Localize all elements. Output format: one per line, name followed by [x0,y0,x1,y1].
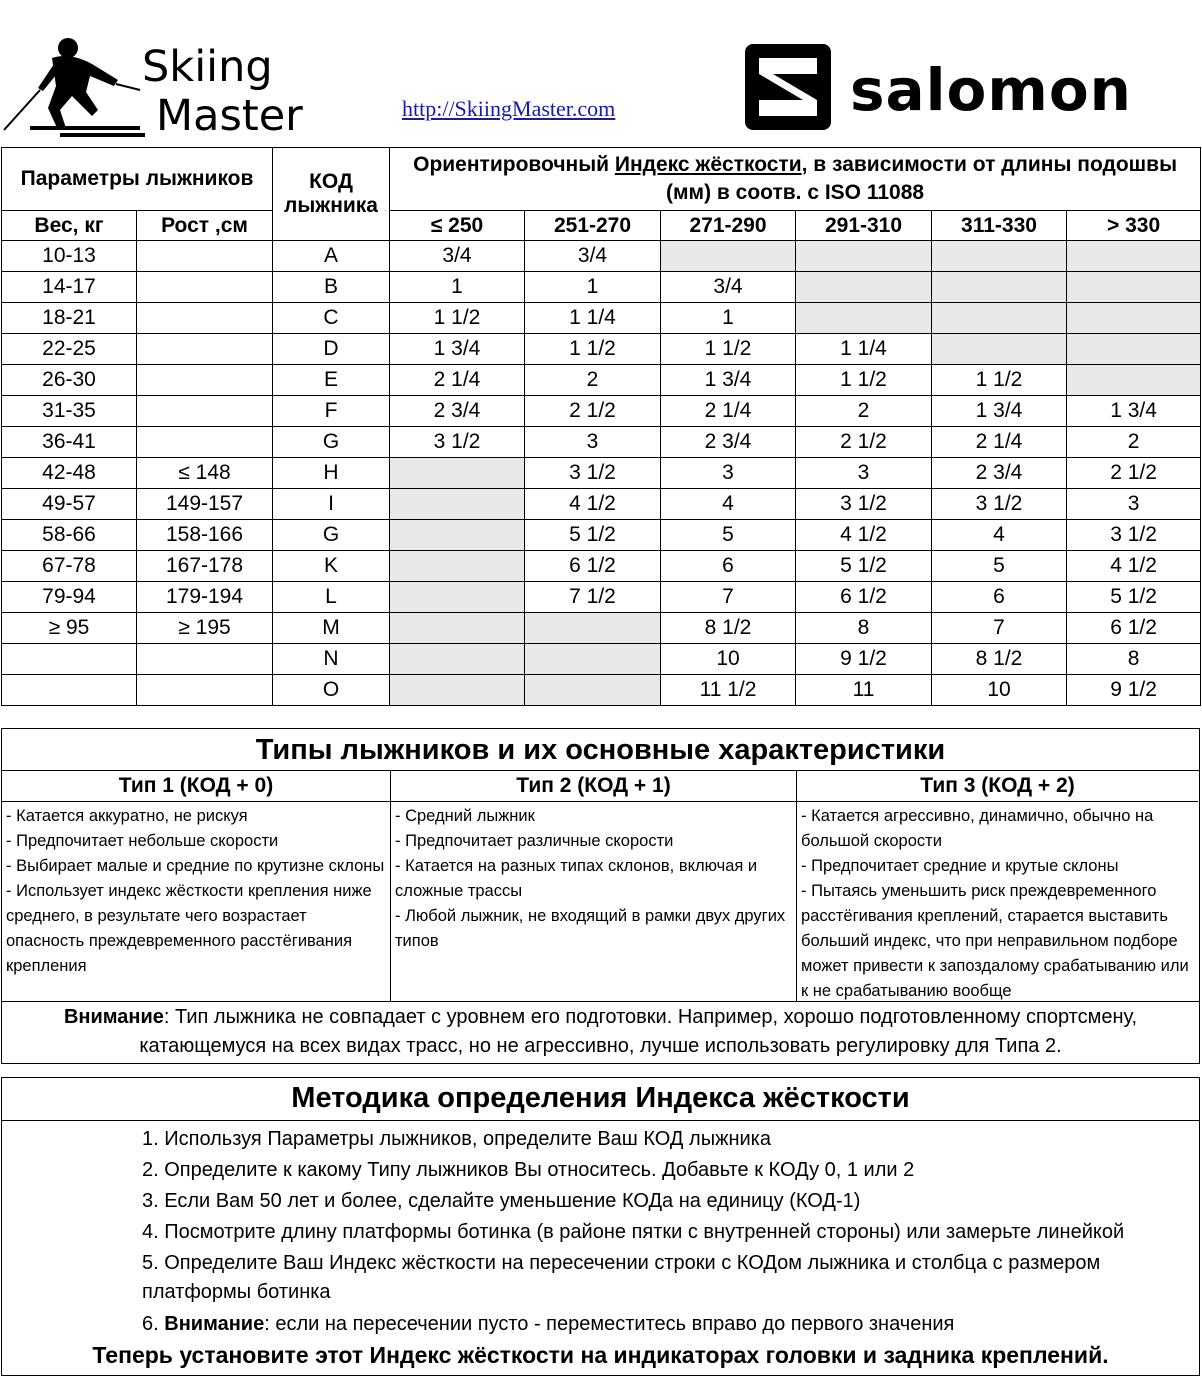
height-cell: 149-157 [137,489,273,520]
table-row [2,365,1201,396]
type-header: Тип 1 (КОД + 0) [2,771,390,802]
weight-cell: 14-17 [2,272,137,303]
site-link[interactable]: http://SkiingMaster.com [402,96,616,121]
din-value-cell: 2 [525,365,661,396]
din-value-cell [390,551,525,582]
height-cell [137,644,273,675]
din-value-cell: 1 3/4 [390,334,525,365]
din-table [1,147,1201,706]
din-value-cell [932,272,1067,303]
method-title: Методика определения Индекса жёсткости [2,1082,1199,1121]
weight-cell [2,644,137,675]
din-value-cell: 1 3/4 [932,396,1067,427]
weight-cell [2,675,137,706]
table-row [2,551,1201,582]
index-header-pre: Ориентировочный [413,153,615,176]
din-value-cell: 2 1/4 [932,427,1067,458]
din-value-cell: 3 [661,458,796,489]
din-value-cell: 1 1/4 [525,303,661,334]
params-header: Параметры лыжников [2,148,273,211]
type-line: - Предпочитает средние и крутые склоны [801,857,1119,875]
method-step: 1. Используя Параметры лыжников, определите Ваш КОД лыжника [142,1128,771,1150]
din-value-cell: 4 1/2 [1067,551,1201,582]
skier-types-section [1,728,1200,1064]
code-cell: C [273,303,390,334]
height-cell [137,303,273,334]
height-cell: ≤ 148 [137,458,273,489]
din-value-cell: 1 1/4 [796,334,932,365]
din-value-cell: 1 1/2 [661,334,796,365]
din-value-cell: 8 1/2 [661,613,796,644]
height-cell [137,396,273,427]
din-value-cell: 2 3/4 [661,427,796,458]
index-header-link: Индекс жёсткости [614,153,802,176]
table-row [2,520,1201,551]
index-header-post: , в зависимости от длины подошвы (мм) в соотв. с ISO 11088 [666,153,1177,204]
height-cell [137,427,273,458]
types-note-bold: Внимание [63,1006,164,1028]
din-value-cell: 2 1/4 [390,365,525,396]
din-value-cell: 6 1/2 [1067,613,1201,644]
weight-cell: 36-41 [2,427,137,458]
type-line: - Предпочитает различные скорости [395,832,674,850]
din-value-cell [796,241,932,272]
height-cell [137,272,273,303]
din-value-cell: 2 [796,396,932,427]
step6-text: : если на пересечении пусто - переместитесь вправо до первого значения [264,1313,955,1335]
din-value-cell: 2 1/2 [525,396,661,427]
index-header [390,148,1201,211]
type-line: - Катается аккуратно, не рискуя [6,807,248,825]
din-value-cell [932,334,1067,365]
code-cell: D [273,334,390,365]
din-value-cell: 11 [796,675,932,706]
din-value-cell: 3 1/2 [796,489,932,520]
din-value-cell: 8 1/2 [932,644,1067,675]
code-cell: H [273,458,390,489]
din-value-cell [390,675,525,706]
din-value-cell [390,613,525,644]
height-cell: 179-194 [137,582,273,613]
sole-col-header: 311-330 [932,211,1067,241]
code-cell: G [273,427,390,458]
salomon-wordmark: salomon [850,56,1132,124]
type-line: - Использует индекс жёсткости крепления ниже среднего, в результате чего возрастает опасность преждевременного расстёгивания крепления [6,882,372,975]
weight-cell: 31-35 [2,396,137,427]
din-value-cell: 9 1/2 [1067,675,1201,706]
din-value-cell: 3 1/2 [932,489,1067,520]
height-cell [137,241,273,272]
height-header: Рост ,см [137,211,273,241]
din-value-cell: 10 [932,675,1067,706]
types-note-text: : Тип лыжника не совпадает с уровнем его подготовки. Например, хорошо подготовленному спортсмену, катающемуся на всех видах трасс, но не агрессивно, лучше использовать регулировку для Типа 2. [139,1006,1138,1057]
din-value-cell [1067,272,1201,303]
din-value-cell: 5 1/2 [525,520,661,551]
table-row [2,396,1201,427]
skier-logo-icon [0,30,145,140]
code-cell: L [273,582,390,613]
table-row [2,613,1201,644]
table-row [2,582,1201,613]
din-value-cell: 7 1/2 [525,582,661,613]
din-value-cell: 8 [1067,644,1201,675]
din-value-cell [525,644,661,675]
din-value-cell [1067,334,1201,365]
din-value-cell [525,675,661,706]
din-value-cell [796,303,932,334]
din-value-cell: 3 [525,427,661,458]
din-table-body [2,241,1201,706]
din-value-cell: 4 [661,489,796,520]
din-value-cell: 6 [661,551,796,582]
type-body [2,802,390,979]
weight-cell: 42-48 [2,458,137,489]
code-cell: A [273,241,390,272]
table-row [2,675,1201,706]
type-line: - Катается на разных типах склонов, включая и сложные трассы [395,857,758,900]
din-value-cell: 2 1/4 [661,396,796,427]
weight-cell: 10-13 [2,241,137,272]
type-header: Тип 2 (КОД + 1) [391,771,796,802]
din-value-cell: 2 1/2 [1067,458,1201,489]
din-value-cell: 1 1/2 [796,365,932,396]
salomon-s-logo-icon [745,44,831,130]
table-row [2,334,1201,365]
code-cell: K [273,551,390,582]
din-value-cell: 7 [932,613,1067,644]
din-value-cell: 6 [932,582,1067,613]
brand-name-line1: Skiing [142,42,273,92]
din-value-cell: 2 [1067,427,1201,458]
din-value-cell: 3/4 [525,241,661,272]
height-cell: 167-178 [137,551,273,582]
sole-col-header: 291-310 [796,211,932,241]
sole-col-header: > 330 [1067,211,1201,241]
method-step [142,1309,1192,1340]
method-steps [142,1124,1192,1340]
din-value-cell: 1 1/2 [932,365,1067,396]
din-value-cell: 9 1/2 [796,644,932,675]
sole-col-header: 271-290 [661,211,796,241]
din-value-cell: 7 [661,582,796,613]
code-cell: E [273,365,390,396]
types-grid [2,770,1199,1002]
din-value-cell: 1 1/2 [390,303,525,334]
din-value-cell [932,303,1067,334]
din-value-cell: 3 [1067,489,1201,520]
weight-cell: 22-25 [2,334,137,365]
method-section [1,1077,1200,1376]
step6-bold: Внимание [164,1313,265,1335]
din-value-cell: 3 1/2 [390,427,525,458]
brand-name-line2: Master [156,91,303,141]
code-cell: N [273,644,390,675]
din-value-cell [390,582,525,613]
type-line: - Предпочитает небольше скорости [6,832,279,850]
height-cell [137,334,273,365]
din-value-cell [390,458,525,489]
type-column-3 [796,771,1198,1001]
din-value-cell: 10 [661,644,796,675]
code-cell: M [273,613,390,644]
din-value-cell: 11 1/2 [661,675,796,706]
din-value-cell [390,489,525,520]
din-value-cell: 5 [932,551,1067,582]
table-row [2,241,1201,272]
weight-cell: 58-66 [2,520,137,551]
din-value-cell: 6 1/2 [525,551,661,582]
weight-header: Вес, кг [2,211,137,241]
din-value-cell: 2 1/2 [796,427,932,458]
din-value-cell: 5 1/2 [1067,582,1201,613]
din-value-cell: 1 3/4 [661,365,796,396]
type-column-2 [390,771,796,1001]
din-value-cell: 5 1/2 [796,551,932,582]
types-note [2,1002,1199,1061]
weight-cell: 26-30 [2,365,137,396]
weight-cell: 49-57 [2,489,137,520]
types-title: Типы лыжников и их основные характеристики [255,734,946,766]
code-header: КОД лыжника [273,148,390,241]
weight-cell: 67-78 [2,551,137,582]
din-value-cell [796,272,932,303]
din-value-cell: 3 1/2 [525,458,661,489]
weight-cell: 18-21 [2,303,137,334]
weight-cell: 79-94 [2,582,137,613]
din-value-cell: 8 [796,613,932,644]
height-cell [137,675,273,706]
code-cell: O [273,675,390,706]
din-value-cell: 6 1/2 [796,582,932,613]
din-value-cell [525,613,661,644]
height-cell [137,365,273,396]
method-step: 4. Посмотрите длину платформы ботинка (в районе пятки с внутренней стороны) или замерьте линейкой [142,1221,1125,1243]
din-value-cell: 1 [661,303,796,334]
type-column-1 [2,771,390,1001]
type-header: Тип 3 (КОД + 2) [797,771,1198,802]
type-line: - Пытаясь уменьшить риск преждевременного расстёгивания креплений, старается выставить больший индекс, что при неправильном подборе может привести к запоздалому срабатыванию или к не срабатыванию вообще [801,882,1189,1000]
method-final: Теперь установите этот Индекс жёсткости на индикаторах головки и задника креплений. [92,1342,1109,1368]
type-line: - Любой лыжник, не входящий в рамки двух других типов [395,907,786,950]
weight-cell: ≥ 95 [2,613,137,644]
table-row [2,489,1201,520]
din-value-cell: 2 3/4 [932,458,1067,489]
sole-col-header: ≤ 250 [390,211,525,241]
din-value-cell [1067,303,1201,334]
din-value-cell: 3 [796,458,932,489]
din-value-cell: 3/4 [390,241,525,272]
type-body [797,802,1198,1004]
table-row [2,303,1201,334]
method-step: 2. Определите к какому Типу лыжников Вы относитесь. Добавьте к КОДу 0, 1 или 2 [142,1159,915,1181]
din-value-cell: 1 1/2 [525,334,661,365]
table-row [2,427,1201,458]
din-value-cell: 1 [390,272,525,303]
din-value-cell: 4 1/2 [525,489,661,520]
din-value-cell [390,644,525,675]
method-step: 5. Определите Ваш Индекс жёсткости на пересечении строки с КОДом лыжника и столбца с размером платформы ботинка [142,1252,1101,1303]
din-value-cell [1067,365,1201,396]
table-row [2,644,1201,675]
code-cell: B [273,272,390,303]
type-line: - Катается агрессивно, динамично, обычно на большой скорости [801,807,1154,850]
height-cell: ≥ 195 [137,613,273,644]
code-cell: G [273,520,390,551]
din-value-cell: 2 3/4 [390,396,525,427]
height-cell: 158-166 [137,520,273,551]
din-value-cell [390,520,525,551]
din-value-cell [661,241,796,272]
type-line: - Средний лыжник [395,807,535,825]
table-row [2,458,1201,489]
din-value-cell: 5 [661,520,796,551]
code-cell: I [273,489,390,520]
din-value-cell: 3/4 [661,272,796,303]
table-row [2,272,1201,303]
sole-col-header: 251-270 [525,211,661,241]
type-line: - Выбирает малые и средние по крутизне склоны [6,857,385,875]
din-value-cell: 1 [525,272,661,303]
din-value-cell [932,241,1067,272]
din-value-cell [1067,241,1201,272]
code-cell: F [273,396,390,427]
type-body [391,802,796,954]
din-value-cell: 4 [932,520,1067,551]
din-value-cell: 4 1/2 [796,520,932,551]
method-step: 3. Если Вам 50 лет и более, сделайте уменьшение КОДа на единицу (КОД-1) [142,1190,861,1212]
step6-prefix: 6. [142,1313,165,1335]
din-value-cell: 1 3/4 [1067,396,1201,427]
din-value-cell: 3 1/2 [1067,520,1201,551]
